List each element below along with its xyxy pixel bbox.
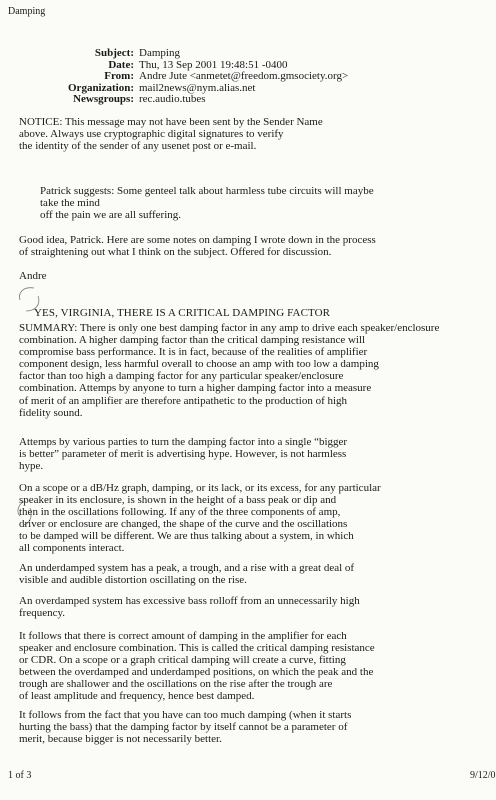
notice-paragraph: NOTICE: This message may not have been sent by the Sender Name above. Always use cryptographic digital signatures to verify the identity of the sender of any usenet post or e-mail. [19, 116, 323, 153]
header-value: mail2news@nym.alias.net [139, 81, 256, 94]
signature: Andre [19, 270, 47, 282]
header-newsgroups [22, 94, 348, 106]
header-label: Organization: [68, 81, 134, 94]
header-label: Subject: [94, 47, 134, 59]
header-subject [22, 48, 348, 60]
critical-damping-paragraph: It follows that there is correct amount of damping in the amplifier for each speaker and enclosure combination. This is called the critical damping resistance or CDR. On a scope or a graph critical damping will create a curve, fitting between the overdamped and underdamped positions, on which the peak and the trough are shallower and the oscillations on the rise after the trough are of least amplitude and frequency, hence best damped. [19, 630, 375, 703]
header-label: From: [104, 70, 134, 82]
underdamped-paragraph: An underdamped system has a peak, a trough, and a rise with a great deal of visible and audible distortion oscillating on the rise. [19, 562, 355, 587]
header-label: Date: [108, 58, 134, 71]
message-headers [22, 48, 348, 106]
quoted-text: Patrick suggests: Some genteel talk about harmless tube circuits will maybe take the mind off the pain we are all suffering. [40, 185, 374, 222]
reply-paragraph: Good idea, Patrick. Here are some notes on damping I wrote down in the process of straightening out what I think on the subject. Offered for discussion. [19, 234, 376, 259]
summary-paragraph: SUMMARY: There is only one best damping factor in any amp to drive each speaker/enclosure combination. A higher damping factor than the critical damping resistance will compromise bass performance. It is in fact, because of the realities of amplifier component design, less harmful overall to choose an amp with too low a damping factor than too high a damping factor for any particular speaker/enclosure combination. Attemps by anyone to turn a higher damping factor into a measure of merit of an amplifier are therefore antipathetic to the production of high fidelity sound. [19, 322, 440, 419]
print-date: 9/12/0 [470, 770, 496, 781]
overdamped-paragraph: An overdamped system has excessive bass rolloff from an unnecessarily high frequency. [19, 595, 360, 620]
header-label: Newsgroups: [73, 93, 134, 105]
header-value: Andre Jute <anmetet@freedom.gmsociety.org> [139, 70, 349, 82]
scope-paragraph: On a scope or a dB/Hz graph, damping, or its lack, or its excess, for any particular speaker in its enclosure, is shown in the height of a bass peak or dip and then in the oscillations following. If any of the three components of amp, driver or enclosure are changed, the shape of the curve and the oscillations to be damped will be different. We are thus talking about a system, in which all components interact. [19, 482, 381, 555]
header-value: rec.audio.tubes [139, 93, 206, 105]
header-value: Thu, 13 Sep 2001 19:48:51 -0400 [139, 58, 288, 71]
conclusion-paragraph: It follows from the fact that you have can too much damping (when it starts hurting the bass) that the damping factor by itself cannot be a parameter of merit, because bigger is not necessarily better. [19, 709, 352, 746]
header-from [22, 71, 348, 83]
page-header: Damping [8, 6, 46, 17]
header-value: Damping [139, 47, 180, 59]
attemps-paragraph: Attemps by various parties to turn the damping factor into a single “bigger is better” parameter of merit is advertising hype. However, is not harmless hype. [19, 436, 348, 473]
page-number: 1 of 3 [8, 770, 32, 781]
article-heading: YES, VIRGINIA, THERE IS A CRITICAL DAMPING FACTOR [34, 307, 331, 319]
